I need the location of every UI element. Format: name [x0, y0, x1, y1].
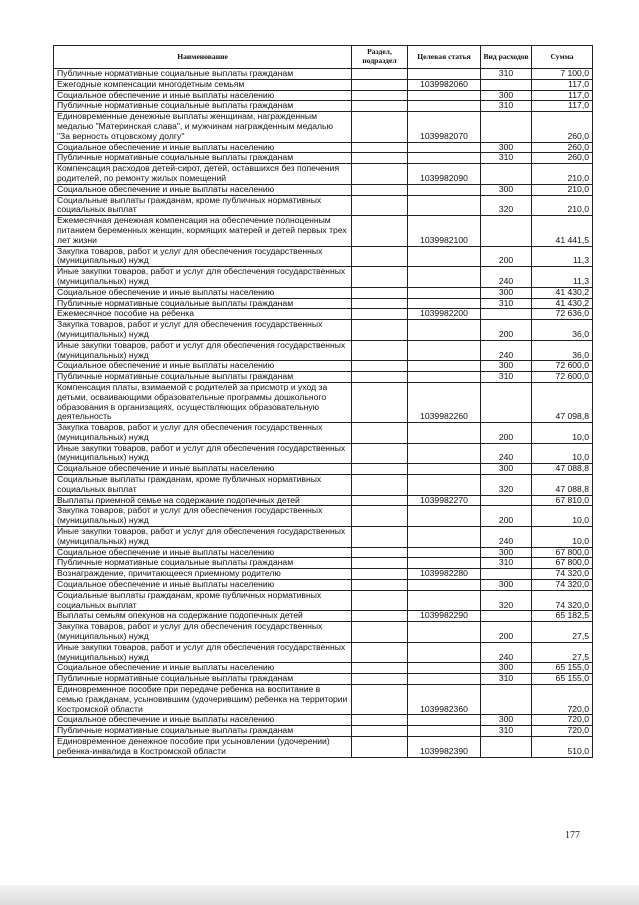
row-sum: 47 088,8 — [532, 475, 593, 496]
row-target — [408, 101, 481, 112]
row-name: Вознаграждение, причитающееся приемному родителю — [54, 569, 352, 580]
row-expense-type: 240 — [481, 527, 532, 548]
row-section — [352, 663, 408, 674]
row-section — [352, 495, 408, 506]
row-section — [352, 372, 408, 383]
row-target — [408, 320, 481, 341]
row-target — [408, 475, 481, 496]
table-row — [54, 642, 593, 663]
row-section — [352, 580, 408, 591]
row-name: Публичные нормативные социальные выплаты гражданам — [54, 101, 352, 112]
row-target — [408, 726, 481, 737]
row-name: Закупка товаров, работ и услуг для обеспечения государственных (муниципальных) нужд — [54, 320, 352, 341]
row-name: Иные закупки товаров, работ и услуг для обеспечения государственных (муниципальных) нужд — [54, 527, 352, 548]
row-name: Выплаты семьям опекунов на содержание подопечных детей — [54, 611, 352, 622]
table-row — [54, 79, 593, 90]
row-section — [352, 464, 408, 475]
row-section — [352, 622, 408, 643]
row-name: Социальное обеспечение и иные выплаты населению — [54, 580, 352, 591]
scan-edge-shadow — [0, 885, 639, 905]
row-expense-type: 240 — [481, 642, 532, 663]
row-name: Социальное обеспечение и иные выплаты населению — [54, 715, 352, 726]
row-expense-type: 300 — [481, 184, 532, 195]
table-row — [54, 309, 593, 320]
row-expense-type: 240 — [481, 443, 532, 464]
header-sum: Сумма — [532, 46, 593, 69]
row-sum: 210,0 — [532, 164, 593, 185]
row-name: Единовременные денежные выплаты женщинам, награжденным медалью "Материнская слава", и мужчинам награжденным медалью "За верность отцовскому долгу" — [54, 112, 352, 142]
row-section — [352, 298, 408, 309]
row-section — [352, 361, 408, 372]
row-section — [352, 506, 408, 527]
row-target: 1039982060 — [408, 79, 481, 90]
table-row — [54, 298, 593, 309]
row-target — [408, 580, 481, 591]
row-expense-type: 310 — [481, 558, 532, 569]
row-sum: 41 430,2 — [532, 287, 593, 298]
row-sum: 47 098,8 — [532, 382, 593, 422]
row-expense-type: 300 — [481, 547, 532, 558]
row-sum: 65 155,0 — [532, 674, 593, 685]
table-row — [54, 715, 593, 726]
row-sum: 10,0 — [532, 443, 593, 464]
table-row — [54, 443, 593, 464]
row-sum: 210,0 — [532, 195, 593, 216]
table-row — [54, 527, 593, 548]
budget-table — [53, 45, 593, 758]
row-expense-type: 300 — [481, 580, 532, 591]
row-sum: 720,0 — [532, 715, 593, 726]
row-name: Иные закупки товаров, работ и услуг для обеспечения государственных (муниципальных) нужд — [54, 267, 352, 288]
row-name: Публичные нормативные социальные выплаты гражданам — [54, 153, 352, 164]
row-target — [408, 287, 481, 298]
row-section — [352, 443, 408, 464]
row-target: 1039982360 — [408, 685, 481, 715]
row-name: Ежегодные компенсации многодетным семьям — [54, 79, 352, 90]
table-row — [54, 558, 593, 569]
row-expense-type: 200 — [481, 320, 532, 341]
row-name: Ежемесячная денежная компенсация на обеспечение полноценным питанием беременных женщин, кормящих матерей и детей первых трех лет жизни — [54, 216, 352, 246]
row-sum: 260,0 — [532, 142, 593, 153]
row-expense-type — [481, 569, 532, 580]
row-section — [352, 216, 408, 246]
row-section — [352, 685, 408, 715]
table-row — [54, 674, 593, 685]
row-sum: 27,5 — [532, 622, 593, 643]
row-sum: 10,0 — [532, 423, 593, 444]
row-section — [352, 309, 408, 320]
row-name: Социальное обеспечение и иные выплаты населению — [54, 464, 352, 475]
table-row — [54, 101, 593, 112]
row-section — [352, 674, 408, 685]
header-target: Целевая статья — [408, 46, 481, 69]
table-row — [54, 69, 593, 80]
row-section — [352, 527, 408, 548]
row-sum: 74 320,0 — [532, 580, 593, 591]
row-sum: 210,0 — [532, 184, 593, 195]
row-name: Социальное обеспечение и иные выплаты населению — [54, 287, 352, 298]
row-sum: 11,3 — [532, 267, 593, 288]
row-name: Иные закупки товаров, работ и услуг для обеспечения государственных (муниципальных) нужд — [54, 642, 352, 663]
row-sum: 7 100,0 — [532, 69, 593, 80]
row-section — [352, 153, 408, 164]
row-name: Закупка товаров, работ и услуг для обеспечения государственных (муниципальных) нужд — [54, 246, 352, 267]
row-expense-type: 300 — [481, 361, 532, 372]
row-target — [408, 195, 481, 216]
row-target — [408, 590, 481, 611]
row-name: Единовременное пособие при передаче ребенка на воспитание в семью гражданам, усыновившим (удочерившим) ребенка на территории Костромской области — [54, 685, 352, 715]
row-sum: 41 441,5 — [532, 216, 593, 246]
row-sum: 27,5 — [532, 642, 593, 663]
table-row — [54, 164, 593, 185]
row-target: 1039982200 — [408, 309, 481, 320]
table-row — [54, 267, 593, 288]
row-section — [352, 423, 408, 444]
row-name: Выплаты приемной семье на содержание подопечных детей — [54, 495, 352, 506]
row-section — [352, 547, 408, 558]
table-row — [54, 382, 593, 422]
table-row — [54, 90, 593, 101]
row-name: Публичные нормативные социальные выплаты гражданам — [54, 372, 352, 383]
row-target — [408, 443, 481, 464]
row-target: 1039982260 — [408, 382, 481, 422]
row-expense-type — [481, 309, 532, 320]
row-sum: 720,0 — [532, 685, 593, 715]
row-sum: 36,0 — [532, 320, 593, 341]
row-name: Социальное обеспечение и иные выплаты населению — [54, 90, 352, 101]
table-row — [54, 622, 593, 643]
row-section — [352, 184, 408, 195]
row-target — [408, 527, 481, 548]
row-section — [352, 164, 408, 185]
row-section — [352, 246, 408, 267]
row-sum: 510,0 — [532, 737, 593, 758]
row-target — [408, 246, 481, 267]
row-sum: 65 155,0 — [532, 663, 593, 674]
row-name: Социальное обеспечение и иные выплаты населению — [54, 663, 352, 674]
row-expense-type: 300 — [481, 287, 532, 298]
row-expense-type: 310 — [481, 69, 532, 80]
row-expense-type — [481, 685, 532, 715]
table-row — [54, 423, 593, 444]
table-row — [54, 685, 593, 715]
row-target — [408, 715, 481, 726]
row-sum: 74 320,0 — [532, 569, 593, 580]
table-row — [54, 475, 593, 496]
row-expense-type — [481, 112, 532, 142]
table-row — [54, 611, 593, 622]
row-sum: 67 810,0 — [532, 495, 593, 506]
row-sum: 260,0 — [532, 153, 593, 164]
row-name: Социальные выплаты гражданам, кроме публичных нормативных социальных выплат — [54, 195, 352, 216]
row-name: Социальное обеспечение и иные выплаты населению — [54, 142, 352, 153]
table-row — [54, 112, 593, 142]
row-target — [408, 663, 481, 674]
row-target — [408, 90, 481, 101]
row-name: Компенсация расходов детей-сирот, детей, оставшихся без попечения родителей, по ремонту жилых помещений — [54, 164, 352, 185]
row-target — [408, 547, 481, 558]
row-expense-type: 310 — [481, 153, 532, 164]
row-sum: 72 636,0 — [532, 309, 593, 320]
table-row — [54, 216, 593, 246]
row-expense-type: 310 — [481, 372, 532, 383]
table-row — [54, 246, 593, 267]
table-row — [54, 464, 593, 475]
row-expense-type — [481, 737, 532, 758]
row-section — [352, 475, 408, 496]
row-section — [352, 569, 408, 580]
row-expense-type: 200 — [481, 622, 532, 643]
table-row — [54, 287, 593, 298]
row-name: Социальное обеспечение и иные выплаты населению — [54, 547, 352, 558]
row-name: Иные закупки товаров, работ и услуг для обеспечения государственных (муниципальных) нужд — [54, 340, 352, 361]
row-expense-type: 320 — [481, 195, 532, 216]
row-section — [352, 267, 408, 288]
row-name: Социальные выплаты гражданам, кроме публичных нормативных социальных выплат — [54, 475, 352, 496]
row-section — [352, 590, 408, 611]
row-section — [352, 90, 408, 101]
row-sum: 67 800,0 — [532, 558, 593, 569]
table-row — [54, 663, 593, 674]
row-sum: 36,0 — [532, 340, 593, 361]
row-target — [408, 184, 481, 195]
row-section — [352, 69, 408, 80]
row-expense-type: 310 — [481, 298, 532, 309]
row-sum: 117,0 — [532, 101, 593, 112]
row-sum: 72 600,0 — [532, 361, 593, 372]
table-row — [54, 737, 593, 758]
row-section — [352, 715, 408, 726]
table-row — [54, 547, 593, 558]
row-section — [352, 642, 408, 663]
row-name: Публичные нормативные социальные выплаты гражданам — [54, 558, 352, 569]
table-body — [54, 69, 593, 758]
row-expense-type — [481, 611, 532, 622]
row-sum: 11,3 — [532, 246, 593, 267]
row-expense-type — [481, 382, 532, 422]
row-expense-type: 300 — [481, 142, 532, 153]
row-target — [408, 267, 481, 288]
row-target: 1039982070 — [408, 112, 481, 142]
row-expense-type: 200 — [481, 246, 532, 267]
row-expense-type — [481, 79, 532, 90]
row-target — [408, 298, 481, 309]
row-sum: 117,0 — [532, 90, 593, 101]
table-row — [54, 495, 593, 506]
row-section — [352, 340, 408, 361]
row-section — [352, 287, 408, 298]
table-row — [54, 142, 593, 153]
table-row — [54, 372, 593, 383]
row-target — [408, 622, 481, 643]
row-name: Публичные нормативные социальные выплаты гражданам — [54, 298, 352, 309]
row-target — [408, 340, 481, 361]
row-section — [352, 558, 408, 569]
row-expense-type: 310 — [481, 674, 532, 685]
table-row — [54, 340, 593, 361]
row-sum: 10,0 — [532, 506, 593, 527]
header-expense-type: Вид расходов — [481, 46, 532, 69]
row-section — [352, 382, 408, 422]
row-target — [408, 506, 481, 527]
row-target: 1039982390 — [408, 737, 481, 758]
table-row — [54, 590, 593, 611]
row-sum: 72 600,0 — [532, 372, 593, 383]
row-expense-type — [481, 164, 532, 185]
row-name: Закупка товаров, работ и услуг для обеспечения государственных (муниципальных) нужд — [54, 423, 352, 444]
row-target — [408, 423, 481, 444]
row-name: Публичные нормативные социальные выплаты гражданам — [54, 674, 352, 685]
table-row — [54, 506, 593, 527]
row-expense-type: 200 — [481, 506, 532, 527]
row-name: Социальное обеспечение и иные выплаты населению — [54, 361, 352, 372]
row-target — [408, 142, 481, 153]
row-name: Социальное обеспечение и иные выплаты населению — [54, 184, 352, 195]
row-target — [408, 674, 481, 685]
table-row — [54, 361, 593, 372]
row-target — [408, 372, 481, 383]
row-sum: 41 430,2 — [532, 298, 593, 309]
row-sum: 74 320,0 — [532, 590, 593, 611]
row-section — [352, 320, 408, 341]
row-section — [352, 611, 408, 622]
table-row — [54, 726, 593, 737]
row-expense-type: 240 — [481, 267, 532, 288]
row-target: 1039982090 — [408, 164, 481, 185]
row-expense-type: 320 — [481, 590, 532, 611]
row-sum: 65 182,5 — [532, 611, 593, 622]
table-row — [54, 153, 593, 164]
row-expense-type: 300 — [481, 90, 532, 101]
row-section — [352, 79, 408, 90]
row-section — [352, 737, 408, 758]
row-expense-type: 200 — [481, 423, 532, 444]
row-section — [352, 142, 408, 153]
header-section: Раздел, подраздел — [352, 46, 408, 69]
table-row — [54, 184, 593, 195]
row-target — [408, 558, 481, 569]
row-expense-type: 300 — [481, 663, 532, 674]
row-name: Социальные выплаты гражданам, кроме публичных нормативных социальных выплат — [54, 590, 352, 611]
table-row — [54, 320, 593, 341]
table-row — [54, 569, 593, 580]
row-target — [408, 361, 481, 372]
table-row — [54, 580, 593, 591]
row-name: Публичные нормативные социальные выплаты гражданам — [54, 69, 352, 80]
row-name: Закупка товаров, работ и услуг для обеспечения государственных (муниципальных) нужд — [54, 622, 352, 643]
row-name: Единовременное денежное пособие при усыновлении (удочерении) ребенка-инвалида в Костромской области — [54, 737, 352, 758]
row-name: Ежемесячное пособие на ребенка — [54, 309, 352, 320]
row-name: Публичные нормативные социальные выплаты гражданам — [54, 726, 352, 737]
row-target: 1039982290 — [408, 611, 481, 622]
row-target — [408, 153, 481, 164]
row-sum: 67 800,0 — [532, 547, 593, 558]
row-sum: 10,0 — [532, 527, 593, 548]
header-name: Наименование — [54, 46, 352, 69]
page-number: 177 — [565, 830, 580, 841]
row-sum: 117,0 — [532, 79, 593, 90]
row-target — [408, 464, 481, 475]
row-name: Закупка товаров, работ и услуг для обеспечения государственных (муниципальных) нужд — [54, 506, 352, 527]
table-row — [54, 195, 593, 216]
row-expense-type: 310 — [481, 726, 532, 737]
row-expense-type — [481, 495, 532, 506]
row-expense-type — [481, 216, 532, 246]
table-header-row — [54, 46, 593, 69]
row-name: Компенсация платы, взимаемой с родителей за присмотр и уход за детьми, осваивающими образовательные программы дошкольного образования в организациях, осуществляющих образовательную деятельность — [54, 382, 352, 422]
row-target — [408, 69, 481, 80]
row-expense-type: 300 — [481, 715, 532, 726]
row-sum: 720,0 — [532, 726, 593, 737]
row-expense-type: 310 — [481, 101, 532, 112]
row-target: 1039982100 — [408, 216, 481, 246]
row-section — [352, 726, 408, 737]
row-section — [352, 112, 408, 142]
row-name: Иные закупки товаров, работ и услуг для обеспечения государственных (муниципальных) нужд — [54, 443, 352, 464]
row-section — [352, 195, 408, 216]
row-target: 1039982280 — [408, 569, 481, 580]
row-expense-type: 240 — [481, 340, 532, 361]
row-target: 1039982270 — [408, 495, 481, 506]
row-section — [352, 101, 408, 112]
row-sum: 260,0 — [532, 112, 593, 142]
row-expense-type: 300 — [481, 464, 532, 475]
row-target — [408, 642, 481, 663]
row-sum: 47 088,8 — [532, 464, 593, 475]
row-expense-type: 320 — [481, 475, 532, 496]
